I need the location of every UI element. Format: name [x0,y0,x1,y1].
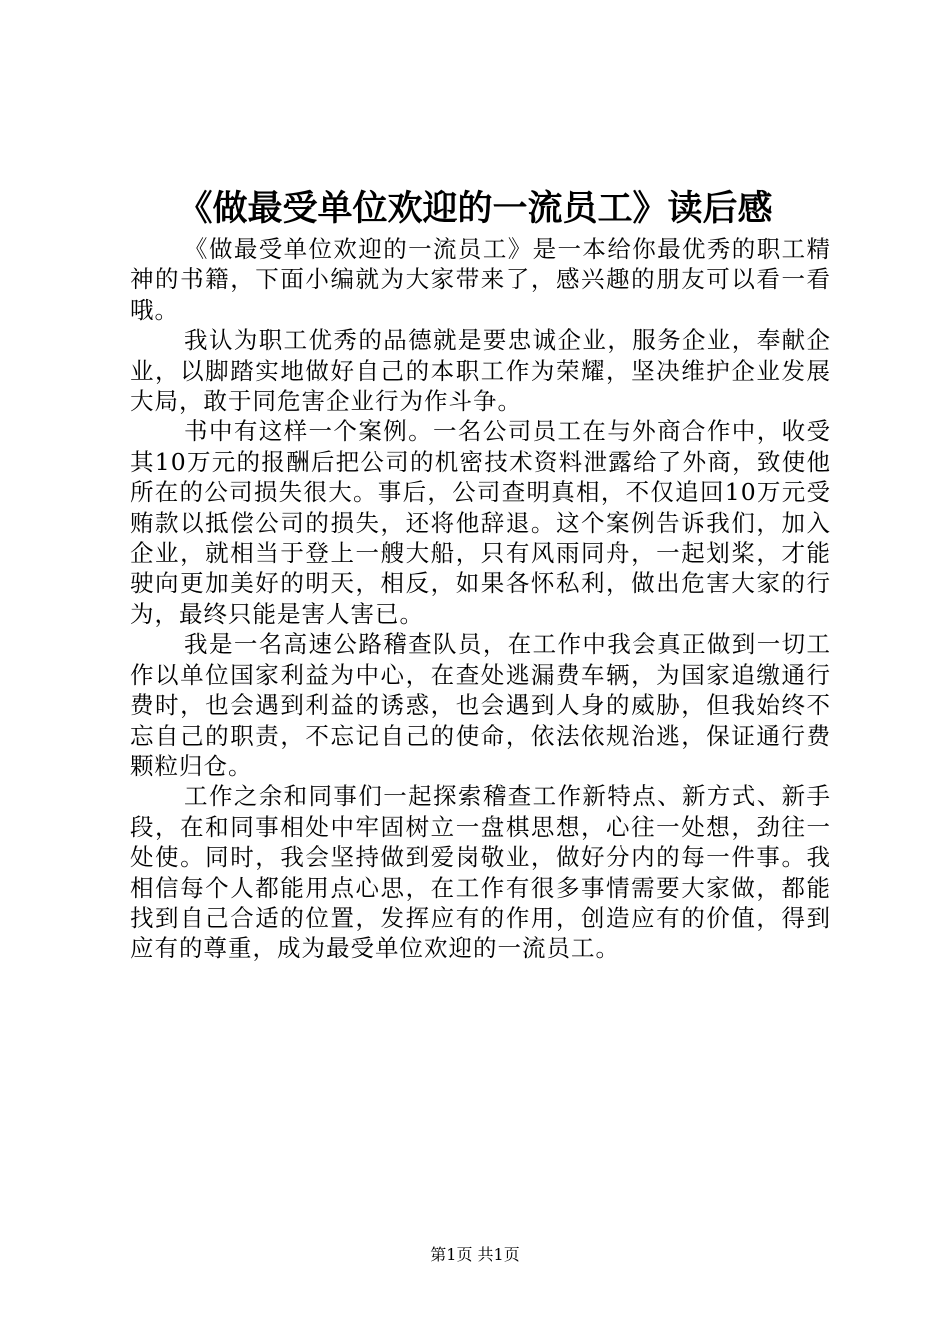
paragraph-inspector: 我是一名高速公路稽查队员，在工作中我会真正做到一切工作以单位国家利益为中心，在查处逃漏费车辆，为国家追缴通行费时，也会遇到利益的诱惑，也会遇到人身的威胁，但我始终不忘自己的职责，不忘记自己的使命，依法依规治逃，保证通行费颗粒归仓。 [130,630,831,780]
paragraph-intro: 《做最受单位欢迎的一流员工》是一本给你最优秀的职工精神的书籍，下面小编就为大家带来了，感兴趣的朋友可以看一看哦。 [130,235,831,324]
page-footer: 第1页 共1页 [430,1245,520,1264]
paragraph-virtues: 我认为职工优秀的品德就是要忠诚企业，服务企业，奉献企业，以脚踏实地做好自己的本职工作为荣耀，坚决维护企业发展大局，敢于同危害企业行为作斗争。 [130,326,831,416]
paragraph-case: 书中有这样一个案例。一名公司员工在与外商合作中，收受其10万元的报酬后把公司的机密技术资料泄露给了外商，致使他所在的公司损失很大。事后，公司查明真相，不仅追回10万元受贿款以抵偿公司的损失，还将他辞退。这个案例告诉我们，加入企业，就相当于登上一艘大船，只有风雨同舟，一起划桨，才能驶向更加美好的明天，相反，如果各怀私利，做出危害大家的行为，最终只能是害人害已。 [130,417,831,628]
paragraph-conclusion: 工作之余和同事们一起探索稽查工作新特点、新方式、新手段，在和同事相处中牢固树立一盘棋思想，心往一处想，劲往一处使。同时，我会坚持做到爱岗敬业，做好分内的每一件事。我相信每个人都能用点心思，在工作有很多事情需要大家做，都能找到自己合适的位置，发挥应有的作用，创造应有的价值，得到应有的尊重，成为最受单位欢迎的一流员工。 [130,782,831,963]
document-title: 《做最受单位欢迎的一流员工》读后感 [177,188,773,229]
document-body [130,234,831,964]
